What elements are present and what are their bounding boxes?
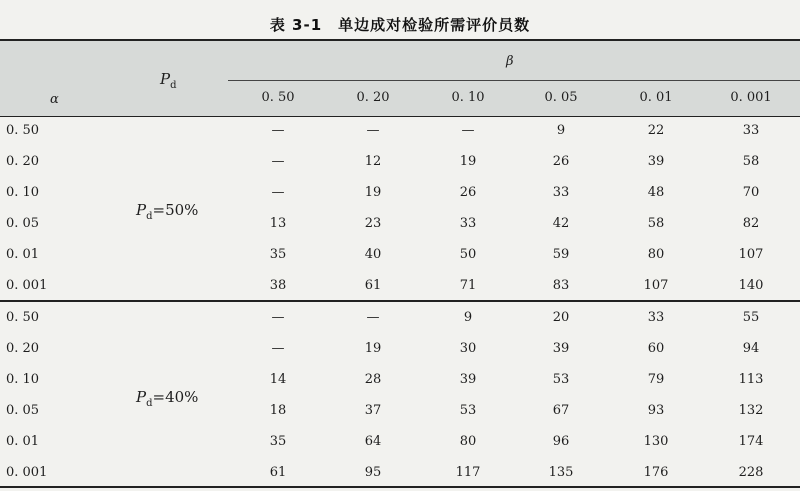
- value-cell: 53: [552, 372, 570, 387]
- pd-header-main: P: [160, 70, 171, 88]
- value-cell: 38: [269, 278, 287, 293]
- value-cell: —: [366, 123, 380, 138]
- value-cell: —: [271, 310, 285, 325]
- beta-header: β: [506, 54, 514, 69]
- value-cell: 13: [269, 216, 287, 231]
- bottom-rule: [0, 486, 800, 488]
- value-cell: 40: [364, 247, 382, 262]
- value-cell: 42: [552, 216, 570, 231]
- beta-subrule: [228, 80, 800, 81]
- value-cell: 35: [269, 434, 287, 449]
- beta-col-header: 0. 001: [730, 90, 772, 105]
- value-cell: 35: [269, 247, 287, 262]
- pd-group-label-main: P: [136, 200, 147, 219]
- value-cell: 12: [364, 154, 382, 169]
- alpha-cell: 0. 50: [6, 310, 40, 325]
- alpha-cell: 0. 20: [6, 154, 40, 169]
- alpha-cell: 0. 20: [6, 341, 40, 356]
- pd-header: [160, 70, 177, 91]
- value-cell: —: [271, 185, 285, 200]
- value-cell: 107: [643, 278, 669, 293]
- value-cell: 22: [647, 123, 665, 138]
- value-cell: 39: [552, 341, 570, 356]
- value-cell: 37: [364, 403, 382, 418]
- value-cell: 67: [552, 403, 570, 418]
- beta-col-header: 0. 50: [261, 90, 295, 105]
- pd-group-label-sub: d: [146, 397, 153, 409]
- value-cell: 82: [742, 216, 760, 231]
- value-cell: 14: [269, 372, 287, 387]
- value-cell: 59: [552, 247, 570, 262]
- value-cell: 33: [552, 185, 570, 200]
- pd-group-label-sub: d: [146, 210, 153, 222]
- alpha-header: α: [50, 92, 59, 107]
- table-caption: 表 3-1 单边成对检验所需评价员数: [269, 16, 531, 34]
- value-cell: 140: [738, 278, 764, 293]
- value-cell: 19: [364, 341, 382, 356]
- alpha-cell: 0. 05: [6, 403, 40, 418]
- value-cell: 33: [459, 216, 477, 231]
- value-cell: 33: [647, 310, 665, 325]
- alpha-cell: 0. 001: [6, 465, 48, 480]
- pd-group-label-value: =50%: [152, 200, 199, 219]
- value-cell: 70: [742, 185, 760, 200]
- value-cell: 176: [643, 465, 669, 480]
- value-cell: 132: [738, 403, 764, 418]
- value-cell: 19: [364, 185, 382, 200]
- value-cell: 80: [647, 247, 665, 262]
- group-divider-rule: [0, 300, 800, 302]
- value-cell: 228: [738, 465, 764, 480]
- value-cell: 58: [742, 154, 760, 169]
- value-cell: 61: [269, 465, 287, 480]
- pd-group-label: [136, 201, 198, 222]
- value-cell: 60: [647, 341, 665, 356]
- value-cell: 20: [552, 310, 570, 325]
- pd-group-label: [136, 388, 198, 409]
- value-cell: 107: [738, 247, 764, 262]
- alpha-cell: 0. 01: [6, 434, 40, 449]
- value-cell: 64: [364, 434, 382, 449]
- value-cell: 113: [738, 372, 764, 387]
- value-cell: 39: [459, 372, 477, 387]
- pd-group-label-value: =40%: [152, 387, 199, 406]
- value-cell: 23: [364, 216, 382, 231]
- value-cell: 80: [459, 434, 477, 449]
- alpha-cell: 0. 05: [6, 216, 40, 231]
- value-cell: 61: [364, 278, 382, 293]
- header-bottom-rule: [0, 116, 800, 117]
- top-rule: [0, 39, 800, 41]
- pd-group-label-main: P: [136, 387, 147, 406]
- value-cell: 39: [647, 154, 665, 169]
- value-cell: 26: [552, 154, 570, 169]
- value-cell: 71: [459, 278, 477, 293]
- alpha-cell: 0. 50: [6, 123, 40, 138]
- value-cell: 130: [643, 434, 669, 449]
- value-cell: 18: [269, 403, 287, 418]
- value-cell: 9: [556, 123, 566, 138]
- alpha-cell: 0. 001: [6, 278, 48, 293]
- value-cell: 9: [463, 310, 473, 325]
- value-cell: 95: [364, 465, 382, 480]
- value-cell: —: [271, 123, 285, 138]
- value-cell: 53: [459, 403, 477, 418]
- value-cell: 33: [742, 123, 760, 138]
- value-cell: 19: [459, 154, 477, 169]
- beta-col-header: 0. 10: [451, 90, 485, 105]
- value-cell: 50: [459, 247, 477, 262]
- value-cell: 93: [647, 403, 665, 418]
- value-cell: —: [461, 123, 475, 138]
- alpha-cell: 0. 10: [6, 185, 40, 200]
- value-cell: 30: [459, 341, 477, 356]
- value-cell: 96: [552, 434, 570, 449]
- value-cell: 55: [742, 310, 760, 325]
- beta-col-header: 0. 01: [639, 90, 673, 105]
- value-cell: 79: [647, 372, 665, 387]
- value-cell: —: [366, 310, 380, 325]
- alpha-cell: 0. 10: [6, 372, 40, 387]
- alpha-cell: 0. 01: [6, 247, 40, 262]
- value-cell: 135: [548, 465, 574, 480]
- value-cell: 28: [364, 372, 382, 387]
- value-cell: 117: [455, 465, 481, 480]
- value-cell: 83: [552, 278, 570, 293]
- value-cell: 58: [647, 216, 665, 231]
- value-cell: 174: [738, 434, 764, 449]
- value-cell: —: [271, 341, 285, 356]
- value-cell: 26: [459, 185, 477, 200]
- pd-header-sub: d: [170, 80, 177, 91]
- beta-col-header: 0. 20: [356, 90, 390, 105]
- value-cell: 94: [742, 341, 760, 356]
- beta-col-header: 0. 05: [544, 90, 578, 105]
- value-cell: 48: [647, 185, 665, 200]
- value-cell: —: [271, 154, 285, 169]
